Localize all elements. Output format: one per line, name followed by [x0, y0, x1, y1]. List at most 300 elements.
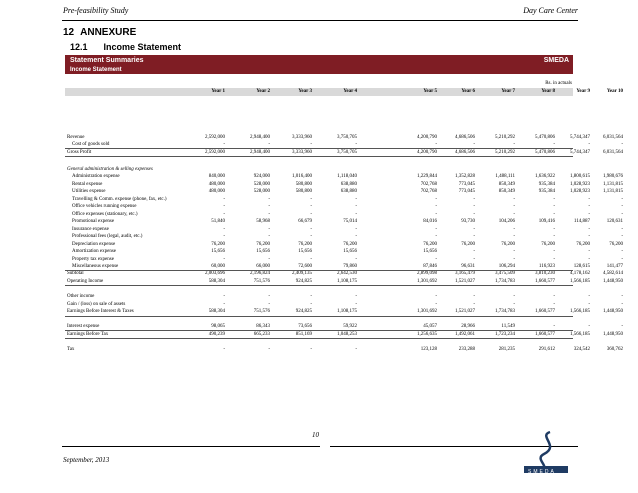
row-value-cell: - [435, 204, 437, 209]
row-value-cell: - [310, 234, 312, 239]
table-row [65, 196, 623, 203]
row-value-cell: 1,028,923 [570, 182, 590, 187]
annexure-heading [63, 27, 136, 38]
row-value-cell: 1,723,234 [495, 332, 515, 337]
row-value-cell: - [473, 294, 475, 299]
row-value-cell: 4,178,162 [570, 271, 590, 276]
row-value-cell: 360,762 [606, 347, 623, 352]
row-value-cell: - [355, 142, 357, 147]
table-row [65, 308, 623, 315]
row-value-cell: - [621, 142, 623, 147]
row-value-cell: 850,349 [498, 182, 515, 187]
row-value-cell: 1,488,111 [495, 174, 515, 179]
row-value-cell: 2,592,000 [205, 135, 225, 140]
row-value-cell: - [355, 197, 357, 202]
row-value-cell: 87,846 [423, 264, 437, 269]
row-value-cell: - [621, 249, 623, 254]
row-value-cell: - [223, 234, 225, 239]
table-rule [65, 148, 573, 149]
row-label: Cost of goods sold [72, 142, 110, 147]
row-value-cell: 1,566,185 [570, 332, 590, 337]
row-value-cell: - [473, 302, 475, 307]
row-value-cell: 2,003,696 [205, 271, 225, 276]
row-value-cell: - [553, 197, 555, 202]
row-value-cell: 120,631 [606, 219, 623, 224]
row-value-cell: - [621, 302, 623, 307]
row-value-cell: 2,196,824 [250, 271, 270, 276]
row-value-cell: 59,922 [343, 324, 357, 329]
row-value-cell: 98,065 [211, 324, 225, 329]
table-row [65, 166, 573, 173]
row-value-cell: 76,200 [461, 242, 475, 247]
row-value-cell: 11,549 [501, 324, 515, 329]
row-label: Travelling & Comm. expense (phone, fax, etc.) [72, 197, 167, 202]
table-row [65, 203, 623, 210]
row-value-cell: 1,131,815 [603, 182, 623, 187]
row-value-cell: 15,656 [256, 249, 270, 254]
row-value-cell: 3,333,960 [292, 135, 312, 140]
row-value-cell: 1,980,676 [603, 174, 623, 179]
section-heading [70, 42, 181, 52]
row-value-cell: 773,045 [458, 189, 475, 194]
row-value-cell: - [310, 257, 312, 262]
statement-subtitle-bar [65, 66, 573, 74]
row-value-cell: - [513, 227, 515, 232]
row-value-cell: - [588, 212, 590, 217]
row-value-cell: 5,210,292 [495, 135, 515, 140]
table-row [65, 301, 623, 308]
table-row [65, 141, 623, 148]
row-value-cell: 1,448,950 [603, 309, 623, 314]
row-value-cell: 45,057 [423, 324, 437, 329]
row-value-cell: 840,000 [208, 174, 225, 179]
row-value-cell: - [268, 204, 270, 209]
row-value-cell: - [268, 347, 270, 352]
row-value-cell: 1,352,828 [455, 174, 475, 179]
row-value-cell: - [621, 294, 623, 299]
row-value-cell: 5,210,292 [495, 150, 515, 155]
row-value-cell: 51,840 [211, 219, 225, 224]
row-value-cell: 86,343 [256, 324, 270, 329]
row-value-cell: - [355, 302, 357, 307]
row-value-cell: - [513, 302, 515, 307]
row-value-cell: - [588, 204, 590, 209]
row-value-cell: - [223, 347, 225, 352]
row-value-cell: - [513, 294, 515, 299]
table-rule [65, 330, 573, 331]
row-label: Subtotal [67, 271, 84, 276]
row-value-cell: 773,045 [458, 182, 475, 187]
table-rule [65, 156, 573, 157]
row-value-cell: 638,880 [340, 189, 357, 194]
table-rule [65, 316, 573, 317]
row-value-cell: 15,656 [343, 249, 357, 254]
row-value-cell: - [513, 234, 515, 239]
row-label: Gross Profit [67, 150, 92, 155]
row-value-cell: - [588, 324, 590, 329]
row-value-cell: 1,660,577 [535, 332, 555, 337]
row-value-cell: 1,521,027 [455, 309, 475, 314]
row-value-cell: 3,750,705 [337, 135, 357, 140]
row-value-cell: - [310, 227, 312, 232]
row-value-cell: 2,948,400 [250, 135, 270, 140]
row-value-cell: 1,229,844 [417, 174, 437, 179]
row-value-cell: - [268, 294, 270, 299]
table-row [65, 218, 623, 225]
row-value-cell: - [553, 212, 555, 217]
row-value-cell: - [553, 142, 555, 147]
row-value-cell: - [268, 234, 270, 239]
statement-subtitle: Income Statement [70, 67, 122, 73]
row-value-cell: 2,948,400 [250, 150, 270, 155]
row-value-cell: 528,000 [253, 182, 270, 187]
table-row [65, 211, 623, 218]
row-value-cell: 1,108,175 [337, 279, 357, 284]
row-value-cell: - [355, 294, 357, 299]
row-value-cell: - [310, 197, 312, 202]
row-value-cell: 76,200 [211, 242, 225, 247]
section-title: Income Statement [103, 42, 182, 52]
row-value-cell: 850,349 [498, 189, 515, 194]
row-label: Earnings Before Interest & Taxes [67, 309, 134, 314]
row-value-cell: 76,200 [423, 242, 437, 247]
row-value-cell: - [588, 257, 590, 262]
row-label: Property tax expense [72, 257, 114, 262]
row-value-cell: - [310, 347, 312, 352]
row-value-cell: 1,048,253 [337, 332, 357, 337]
row-value-cell: 15,656 [423, 249, 437, 254]
row-value-cell: 76,200 [256, 242, 270, 247]
row-value-cell: 2,899,098 [417, 271, 437, 276]
row-value-cell: 76,200 [541, 242, 555, 247]
row-value-cell: - [223, 212, 225, 217]
row-value-cell: 75,014 [343, 219, 357, 224]
row-value-cell: 15,656 [298, 249, 312, 254]
row-value-cell: - [310, 212, 312, 217]
row-label: Office expenses (stationary, etc.) [72, 212, 138, 217]
row-value-cell: 1,566,185 [570, 279, 590, 284]
row-value-cell: - [588, 197, 590, 202]
footer-rule-left [62, 446, 320, 447]
table-row [65, 270, 623, 277]
row-value-cell: 935,384 [538, 182, 555, 187]
row-value-cell: - [355, 204, 357, 209]
row-value-cell: 93,730 [461, 219, 475, 224]
row-value-cell: - [223, 257, 225, 262]
table-rule [65, 270, 573, 271]
row-value-cell: 3,333,960 [292, 150, 312, 155]
row-value-cell: 6,031,564 [603, 150, 623, 155]
row-value-cell: 76,200 [343, 242, 357, 247]
row-value-cell: - [513, 197, 515, 202]
row-value-cell: 324,542 [573, 347, 590, 352]
statement-title-bar [65, 55, 573, 66]
logo-text: SMEDA [528, 469, 556, 475]
annexure-title: ANNEXURE [80, 27, 137, 38]
row-value-cell: - [268, 227, 270, 232]
header-left-text: Pre-feasibility Study [63, 6, 129, 15]
row-value-cell: - [621, 227, 623, 232]
table-row [65, 233, 623, 240]
row-value-cell: 1,521,027 [455, 279, 475, 284]
row-value-cell: 1,800,615 [570, 174, 590, 179]
row-value-cell: - [268, 257, 270, 262]
row-value-cell: 528,000 [253, 189, 270, 194]
row-value-cell: 123,128 [420, 347, 437, 352]
row-label: Amortization expense [72, 249, 117, 254]
row-value-cell: - [588, 249, 590, 254]
row-value-cell: 702,768 [420, 189, 437, 194]
row-value-cell: 1,016,400 [292, 174, 312, 179]
row-value-cell: 3,165,479 [455, 271, 475, 276]
table-rule [65, 285, 573, 286]
row-label: Earnings Before Tax [67, 332, 109, 337]
row-value-cell: - [621, 197, 623, 202]
row-value-cell: - [435, 142, 437, 147]
row-value-cell: - [513, 212, 515, 217]
year-header-cell: Year 2 [256, 89, 270, 94]
row-value-cell: 76,200 [298, 242, 312, 247]
row-value-cell: - [310, 142, 312, 147]
table-row [65, 278, 623, 285]
row-value-cell: 72,600 [298, 264, 312, 269]
table-rule [65, 338, 573, 339]
table-row [65, 263, 623, 270]
row-value-cell: 702,768 [420, 182, 437, 187]
row-value-cell: 1,301,692 [417, 309, 437, 314]
year-header-cell: Year 3 [298, 89, 312, 94]
row-value-cell: 2,409,135 [292, 271, 312, 276]
row-value-cell: - [268, 142, 270, 147]
row-value-cell: - [223, 142, 225, 147]
year-header-cell: Year 9 [576, 89, 590, 94]
row-value-cell: 580,800 [295, 182, 312, 187]
row-value-cell: - [473, 257, 475, 262]
row-value-cell: 3,750,705 [337, 150, 357, 155]
row-value-cell: - [553, 324, 555, 329]
row-value-cell: - [513, 142, 515, 147]
row-value-cell: - [435, 302, 437, 307]
row-value-cell: - [473, 197, 475, 202]
row-value-cell: 5,470,806 [535, 150, 555, 155]
row-value-cell: 480,000 [208, 182, 225, 187]
row-value-cell: 106,294 [498, 264, 515, 269]
row-value-cell: 1,448,950 [603, 332, 623, 337]
row-value-cell: - [621, 204, 623, 209]
row-value-cell: 4,200,790 [417, 150, 437, 155]
row-value-cell: 4,686,506 [455, 135, 475, 140]
row-value-cell: 1,636,922 [535, 174, 555, 179]
row-value-cell: - [223, 197, 225, 202]
table-row [65, 256, 623, 263]
row-label: Gain / (loss) on sale of assets [67, 302, 126, 307]
row-label: Miscellaneous expense [72, 264, 119, 269]
row-value-cell: - [553, 294, 555, 299]
year-header-row [65, 88, 623, 96]
row-value-cell: 924,825 [295, 309, 312, 314]
row-label: General administration & selling expenses [67, 167, 153, 172]
row-value-cell: - [588, 302, 590, 307]
row-value-cell: - [223, 204, 225, 209]
row-value-cell: - [355, 234, 357, 239]
row-value-cell: - [473, 234, 475, 239]
row-value-cell: - [268, 197, 270, 202]
row-value-cell: 66,679 [298, 219, 312, 224]
row-value-cell: 1,028,923 [570, 189, 590, 194]
row-label: Promotional expense [72, 219, 115, 224]
row-value-cell: 109,416 [538, 219, 555, 224]
header-rule [62, 20, 578, 21]
row-value-cell: - [223, 227, 225, 232]
row-value-cell: 588,304 [208, 279, 225, 284]
row-label: Office vehicles running expense [72, 204, 137, 209]
row-value-cell: 1,118,040 [337, 174, 357, 179]
row-value-cell: 116,923 [538, 264, 555, 269]
row-value-cell: - [435, 257, 437, 262]
table-row [65, 226, 623, 233]
row-value-cell: 1,660,577 [535, 309, 555, 314]
row-value-cell: - [310, 204, 312, 209]
row-value-cell: 114,887 [573, 219, 590, 224]
row-value-cell: 665,233 [253, 332, 270, 337]
row-value-cell: 1,734,783 [495, 279, 515, 284]
row-value-cell: 4,686,506 [455, 150, 475, 155]
row-value-cell: - [621, 324, 623, 329]
year-header-cell: Year 5 [423, 89, 437, 94]
row-label: Other income [67, 294, 95, 299]
row-value-cell: 233,288 [458, 347, 475, 352]
row-value-cell: - [513, 204, 515, 209]
row-value-cell: 104,206 [498, 219, 515, 224]
row-value-cell: 76,200 [609, 242, 623, 247]
table-row [65, 323, 623, 330]
page-number: 10 [312, 431, 319, 439]
row-value-cell: 291,612 [538, 347, 555, 352]
row-label: Professional fees (legal, audit, etc.) [72, 234, 143, 239]
brand-label: SMEDA [543, 57, 569, 64]
row-value-cell: - [588, 294, 590, 299]
row-value-cell: - [553, 257, 555, 262]
row-value-cell: - [435, 234, 437, 239]
row-value-cell: 751,576 [253, 279, 270, 284]
row-value-cell: 1,108,175 [337, 309, 357, 314]
row-value-cell: 2,642,530 [337, 271, 357, 276]
footer-date: September, 2013 [63, 456, 110, 464]
row-value-cell: 79,860 [343, 264, 357, 269]
row-label: Rental expense [72, 182, 103, 187]
annexure-number: 12 [63, 27, 75, 38]
row-label: Administration expense [72, 174, 120, 179]
row-value-cell: 3,475,509 [495, 271, 515, 276]
row-value-cell: - [473, 142, 475, 147]
row-value-cell: 84,016 [423, 219, 437, 224]
row-label: Operating Income [67, 279, 104, 284]
row-value-cell: - [355, 347, 357, 352]
table-row [65, 149, 623, 156]
row-value-cell: 1,566,185 [570, 309, 590, 314]
row-value-cell: 4,200,790 [417, 135, 437, 140]
row-value-cell: - [310, 302, 312, 307]
row-value-cell: 76,200 [501, 242, 515, 247]
header-right-text: Day Care Center [523, 6, 578, 15]
table-row [65, 248, 623, 255]
row-value-cell: - [473, 249, 475, 254]
section-number: 12.1 [70, 42, 88, 52]
row-value-cell: 5,744,347 [570, 150, 590, 155]
row-value-cell: - [435, 227, 437, 232]
year-header-cell: Year 6 [461, 89, 475, 94]
row-label: Tax [67, 347, 75, 352]
row-value-cell: - [268, 302, 270, 307]
row-value-cell: - [223, 294, 225, 299]
row-label: Revenue [67, 135, 85, 140]
smeda-logo-icon [520, 428, 572, 474]
row-value-cell: 3,810,230 [535, 271, 555, 276]
row-value-cell: 851,169 [295, 332, 312, 337]
row-value-cell: 751,576 [253, 309, 270, 314]
row-value-cell: 6,031,564 [603, 135, 623, 140]
year-header-cell: Year 10 [606, 89, 623, 94]
row-value-cell: - [223, 302, 225, 307]
row-value-cell: - [435, 197, 437, 202]
statement-title: Statement Summaries [70, 57, 144, 64]
row-value-cell: 66,000 [256, 264, 270, 269]
row-value-cell: 588,304 [208, 309, 225, 314]
row-value-cell: 1,301,692 [417, 279, 437, 284]
row-value-cell: 924,000 [253, 174, 270, 179]
table-row [65, 331, 623, 338]
row-value-cell: - [355, 257, 357, 262]
year-header-cell: Year 8 [541, 89, 555, 94]
row-value-cell: 28,966 [461, 324, 475, 329]
table-row [65, 181, 623, 188]
row-label: Insurance expense [72, 227, 109, 232]
row-value-cell: 5,744,347 [570, 135, 590, 140]
table-row [65, 293, 623, 300]
row-value-cell: 1,256,635 [417, 332, 437, 337]
row-value-cell: - [513, 257, 515, 262]
row-value-cell: 76,200 [576, 242, 590, 247]
row-value-cell: 1,660,577 [535, 279, 555, 284]
row-value-cell: - [553, 234, 555, 239]
row-value-cell: - [435, 212, 437, 217]
row-value-cell: - [588, 227, 590, 232]
row-value-cell: 128,615 [573, 264, 590, 269]
row-value-cell: 2,592,000 [205, 150, 225, 155]
row-value-cell: 96,631 [461, 264, 475, 269]
row-value-cell: - [588, 234, 590, 239]
row-value-cell: - [621, 257, 623, 262]
row-value-cell: 281,235 [498, 347, 515, 352]
table-row [65, 346, 623, 353]
table-row [65, 241, 623, 248]
row-value-cell: - [553, 302, 555, 307]
row-value-cell: 638,880 [340, 182, 357, 187]
row-value-cell: 924,825 [295, 279, 312, 284]
row-value-cell: 1,131,815 [603, 189, 623, 194]
row-value-cell: - [553, 204, 555, 209]
row-value-cell: - [355, 227, 357, 232]
row-value-cell: 58,968 [256, 219, 270, 224]
row-value-cell: - [473, 212, 475, 217]
year-header-cell: Year 1 [211, 89, 225, 94]
row-value-cell: 1,492,061 [455, 332, 475, 337]
row-value-cell: - [553, 249, 555, 254]
table-row [65, 188, 623, 195]
row-value-cell: 580,800 [295, 189, 312, 194]
year-header-cell: Year 4 [343, 89, 357, 94]
row-value-cell: 73,656 [298, 324, 312, 329]
